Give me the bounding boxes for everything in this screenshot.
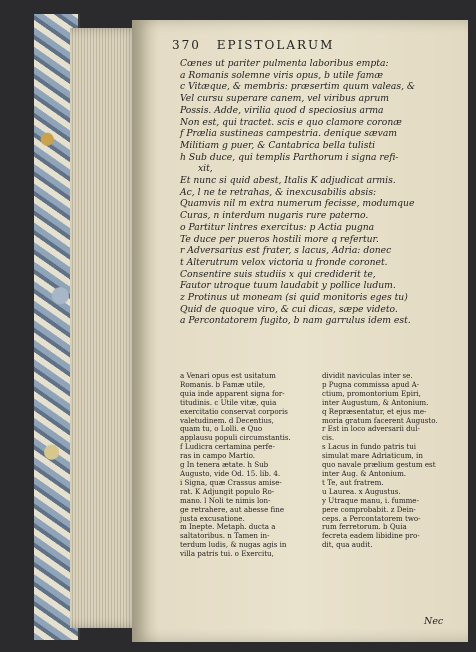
note-line: t Te, aut fratrem. — [322, 477, 384, 487]
verse-line: Non est, qui tractet. scis e quo clamore coronæ — [180, 116, 402, 128]
note-line: m Inepte. Metaph. ducta a — [180, 522, 276, 532]
note-line: saltatoribus. n Tamen in- — [180, 531, 270, 541]
note-line: quia inde apparent signa for- — [180, 388, 285, 398]
note-line: q Repræsentatur, et ejus me- — [322, 406, 427, 416]
note-line: ctium, promontorium Epiri, — [322, 388, 421, 398]
verse-line: Possis. Adde, virilia quod d speciosius arma — [180, 104, 384, 116]
note-line: a Venari opus est usitatum — [180, 371, 276, 380]
verse-line: Quamvis nil m extra numerum fecisse, modumque — [180, 198, 415, 210]
note-line: exercitatio conservat corporis — [180, 406, 288, 416]
note-line: g In tenera ætate. h Sub — [180, 460, 269, 470]
note-line: p Pugna commissa apud A- — [322, 379, 420, 389]
note-line: dit, qua audit. — [322, 540, 373, 550]
note-line: quo navale prælium gestum est — [322, 460, 436, 470]
page-number: 370 — [172, 38, 201, 52]
note-line: justa excusatione. — [180, 513, 245, 523]
verse-line: a Romanis solemne viris opus, b utile famæ — [180, 69, 383, 81]
note-line: inter Augustum, & Antonium. — [322, 397, 429, 407]
verse-line: z Protinus ut moneam (si quid monitoris eges tu) — [180, 292, 408, 304]
verse-line: o Partitur lintres exercitus: p Actia pugna — [180, 221, 375, 233]
verse-line: Te duce per pueros hostili more q refertur. — [180, 233, 379, 245]
note-line: s Lacus in fundo patris tui — [322, 442, 417, 452]
book-page — [132, 20, 468, 642]
note-line: ceps. a Percontatorem two- — [322, 513, 421, 523]
verse-line: Ac, l ne te retrahas, & inexcusabilis absis: — [180, 186, 377, 198]
catchword: Nec — [424, 616, 444, 627]
verse-line: Consentire suis studiis x qui crediderit te, — [180, 268, 376, 280]
footnotes-right-column — [322, 372, 467, 550]
note-line: inter Aug. & Antonium. — [322, 468, 407, 478]
verse-line: Vel cursu superare canem, vel viribus aprum — [180, 93, 389, 105]
note-line: moria gratum facerent Augusto. — [322, 415, 438, 425]
verse-line: Et nunc si quid abest, Italis K adjudicat armis. — [180, 175, 396, 187]
note-line: Romanis. b Famæ utile, — [180, 379, 266, 389]
note-line: dividit naviculas inter se. — [322, 371, 413, 380]
note-line: fecreta eadem libidine pro- — [322, 531, 420, 541]
page-edges — [70, 28, 140, 628]
note-line: rum ferretorum. b Quia — [322, 522, 407, 532]
verse-line: t Alterutrum velox victoria u fronde coronet. — [180, 256, 388, 268]
running-header — [172, 38, 334, 52]
verse-line: f Prælia sustineas campestria. denique sævam — [180, 128, 398, 140]
verse-line: Militiam g puer, & Cantabrica bella tulisti — [180, 139, 376, 151]
running-title: EPISTOLARUM — [216, 38, 335, 52]
note-line: cis. — [322, 433, 335, 443]
note-line: simulat mare Adriaticum, in — [322, 451, 423, 461]
verse-block — [180, 58, 465, 327]
note-line: ras in campo Martio. — [180, 451, 256, 461]
verse-line: h Sub duce, qui templis Parthorum i signa refi- — [180, 151, 399, 163]
verse-line: Cœnes ut pariter pulmenta laboribus empta: — [180, 58, 389, 69]
note-line: titudinis. c Utile vitæ, quia — [180, 397, 277, 407]
verse-line: c Vitæque, & membris: præsertim quum valeas, & — [180, 81, 416, 93]
verse-line: Curas, n interdum nugaris rure paterno. — [180, 210, 369, 222]
note-line: valetudinem. d Decentius, — [180, 415, 274, 425]
verse-line: xit, — [198, 163, 213, 175]
note-line: applausu populi circumstantis. — [180, 433, 291, 443]
note-line: y Utraque manu, i. fumme- — [322, 495, 419, 505]
note-line: Augusto, vide Od. 15. lib. 4. — [180, 468, 281, 478]
note-line: mano. l Noli te nimis lon- — [180, 495, 271, 505]
verse-line: Fautor utroque tuum laudabit y pollice ludum. — [180, 280, 396, 292]
note-line: i Signa, quæ Crassus amise- — [180, 477, 282, 487]
note-line: u Laurea. x Augustus. — [322, 486, 401, 496]
verse-line: Quid de quoque viro, & cui dicas, sæpe videto. — [180, 303, 398, 315]
note-line: pere comprobabit. z Dein- — [322, 504, 416, 514]
verse-line: a Percontatorem fugito, b nam garrulus idem est. — [180, 315, 411, 327]
note-line: quam tu, o Lolli. e Quo — [180, 424, 263, 434]
note-line: rat. K Adjungit populo Ro- — [180, 486, 275, 496]
verse-line: r Adversarius est frater, s lacus, Adria: donec — [180, 245, 392, 257]
note-line: terdum ludis, & nugas agis in — [180, 540, 287, 550]
note-line: f Ludicra certamina perfe- — [180, 442, 275, 452]
note-line: villa patris tui. o Exercitu, — [180, 549, 274, 559]
note-line: ge retrahere, aut abesse fine — [180, 504, 285, 514]
note-line: r Est in loco adversarii dul- — [322, 424, 420, 434]
footnotes-left-column — [180, 372, 315, 559]
